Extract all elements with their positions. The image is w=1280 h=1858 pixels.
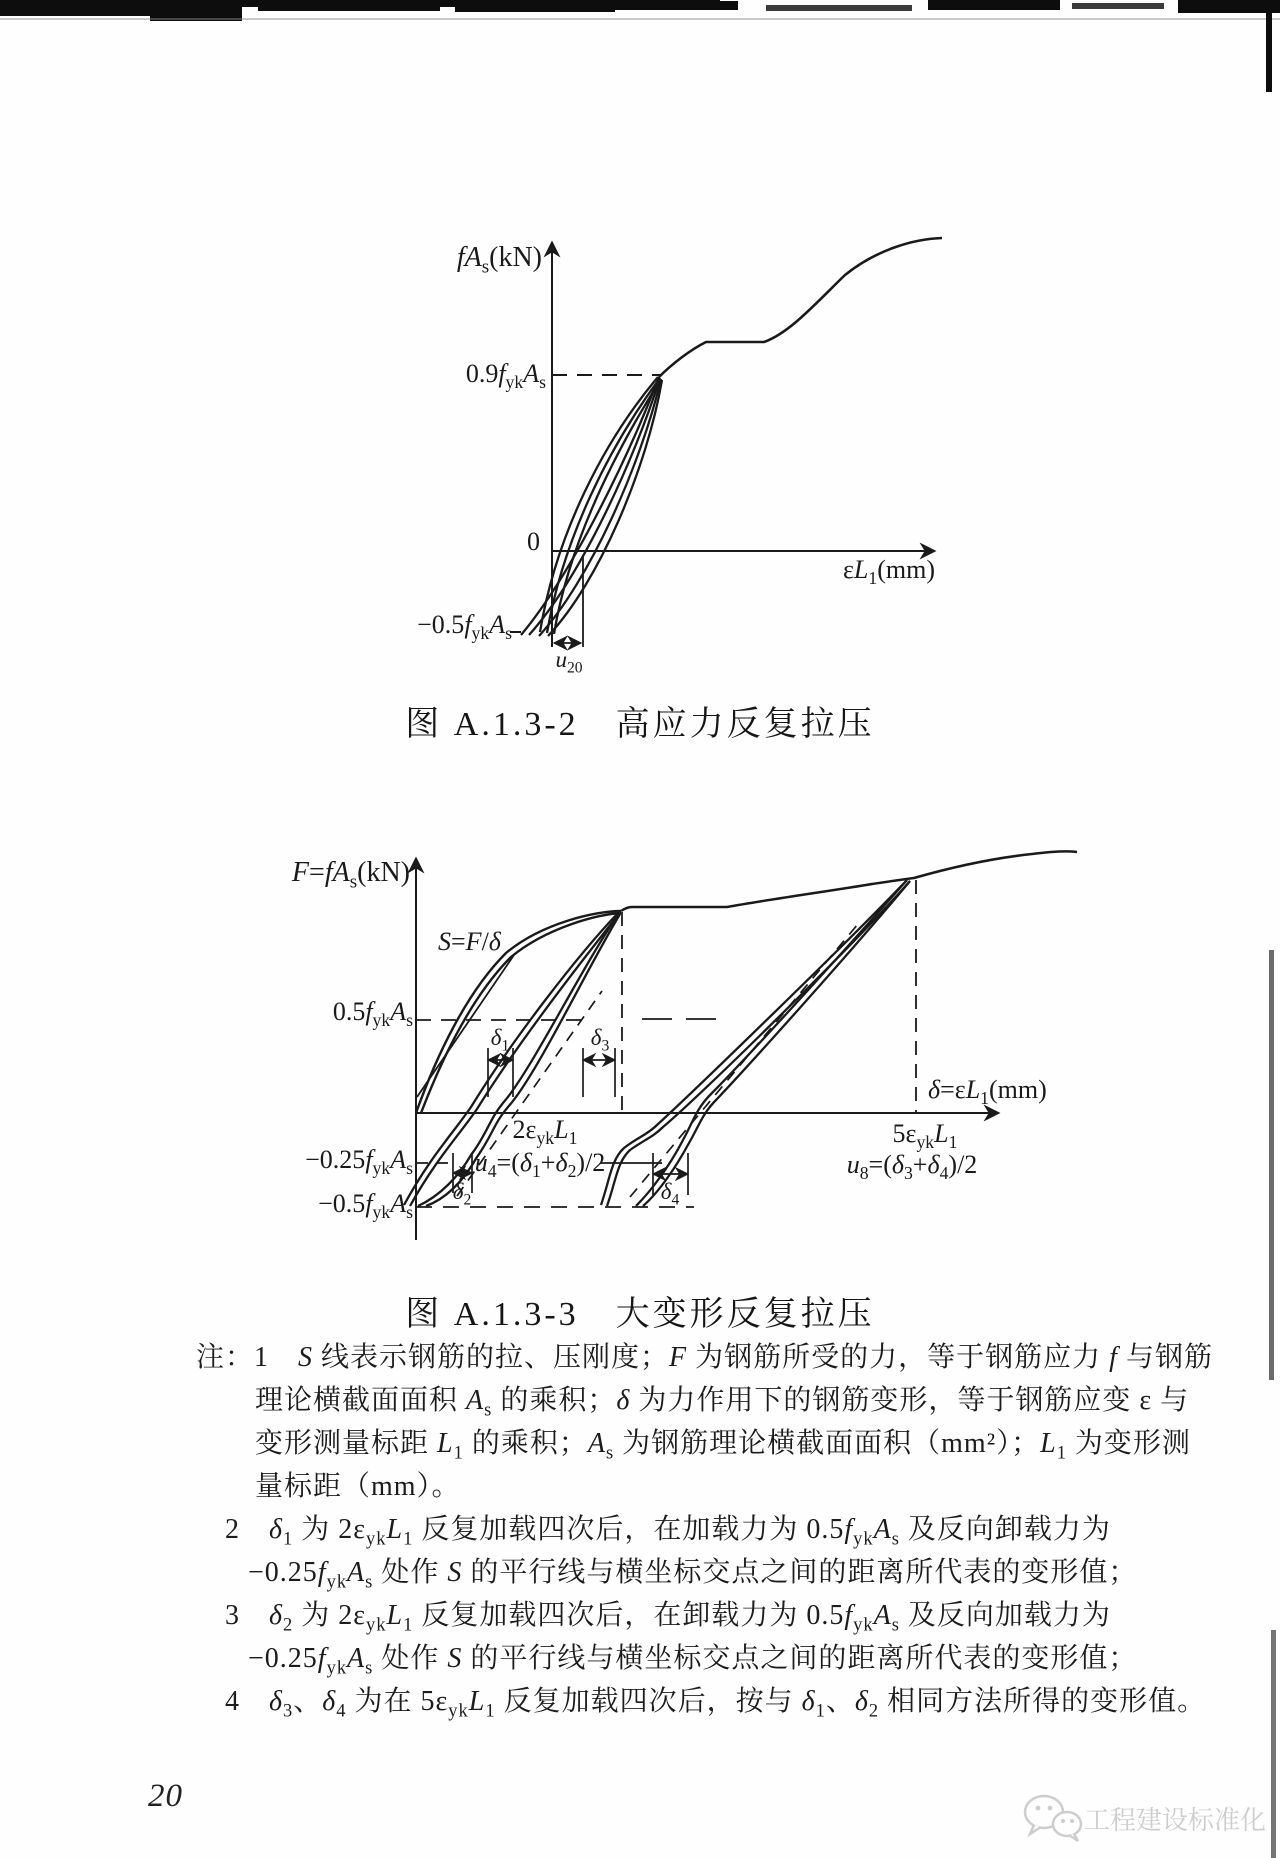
fig1-x-axis-label: $\varepsilon L_1(mm)$ [843, 555, 935, 589]
page-number: 20 [148, 1778, 183, 1814]
fig2-x-axis-label: $\delta=\varepsilon L_1(mm)$ [928, 1075, 1047, 1109]
fig1-hysteresis-loops [521, 377, 662, 636]
figure1-caption: 图 A.1.3-2 高应力反复拉压 [405, 706, 875, 743]
fig1-ref-neg05-label: $-0.5f_{yk}A_s$ [417, 610, 512, 644]
fig2-ref-neg025-label: $-0.25f_{yk}A_s$ [305, 1145, 413, 1179]
fig2-stiffness-label: S=F/δ [438, 927, 501, 956]
note-line: 4 $\delta_3$、$\delta_4$ 为在 $5\varepsilon_{yk}L_1$ 反复加载四次后，按与 $\delta_1$、$\delta_2$ 相同方法所得的变形值。 [225, 1686, 1207, 1721]
fig2-ref-neg05-label: $-0.5f_{yk}A_s$ [318, 1189, 413, 1223]
fig1-u20-label: $u_{20}$ [555, 647, 583, 677]
fig2-u8-label: $u_8=(\delta_3+\delta_4)/2$ [846, 1150, 978, 1184]
fig2-u4-label: $u_4=(\delta_1+\delta_2)/2$ [474, 1148, 606, 1182]
fig1-y-axis-label: $fA_s(kN)$ [456, 242, 542, 278]
fig2-backbone-curve [621, 851, 1077, 911]
fig2-delta3-label: $\delta_3$ [590, 1025, 610, 1055]
fig2-delta1-label: $\delta_1$ [490, 1025, 510, 1055]
fig2-delta2-label: $\delta_2$ [452, 1179, 472, 1209]
fig2-y-axis-label: $F=fA_s(kN)$ [291, 857, 410, 893]
note-line: 量标距（mm）。 [255, 1471, 461, 1502]
note-line: 理论横截面面积 $A_s$ 的乘积；δ 为力作用下的钢筋变形，等于钢筋应变 ε 与 [255, 1385, 1190, 1420]
fig2-delta4-label: $\delta_4$ [660, 1179, 680, 1209]
fig2-ref-05-label: $0.5f_{yk}A_s$ [332, 997, 413, 1031]
note-line: 注：1 S 线表示钢筋的拉、压刚度；F 为钢筋所受的力，等于钢筋应力 f 与钢筋 [196, 1342, 1213, 1373]
figure2-caption: 图 A.1.3-3 大变形反复拉压 [405, 1296, 875, 1333]
note-line: 2 $\delta_1$ 为 $2\varepsilon_{yk}L_1$ 反复加载四次后，在加载力为 $0.5f_{yk}A_s$ 及反向卸载力为 [225, 1514, 1111, 1549]
note-line: $-0.25f_{yk}A_s$ 处作 S 的平行线与横坐标交点之间的距离所代表的变形值； [248, 1557, 1138, 1592]
fig2-cycle1-label: $2\varepsilon_{yk}L_1$ [512, 1115, 578, 1149]
note-line: 3 $\delta_2$ 为 $2\varepsilon_{yk}L_1$ 反复加载四次后，在卸载力为 $0.5f_{yk}A_s$ 及反向加载力为 [225, 1600, 1111, 1635]
fig1-backbone-curve [659, 238, 942, 377]
fig1-ref-09-label: $0.9f_{yk}A_s$ [465, 359, 546, 393]
watermark-text: 工程建设标准化 [1084, 1804, 1267, 1835]
note-line: $-0.25f_{yk}A_s$ 处作 S 的平行线与横坐标交点之间的距离所代表的变形值； [248, 1643, 1138, 1678]
note-line: 变形测量标距 $L_1$ 的乘积；$A_s$ 为钢筋理论横截面面积（mm²）；$L_1$ 为变形测 [255, 1428, 1191, 1463]
wechat-logo-icon [1022, 1792, 1084, 1844]
watermark [1022, 1792, 1266, 1844]
fig2-cycle2-label: $5\varepsilon_{yk}L_1$ [892, 1119, 958, 1153]
fig1-origin-label: 0 [527, 527, 540, 556]
